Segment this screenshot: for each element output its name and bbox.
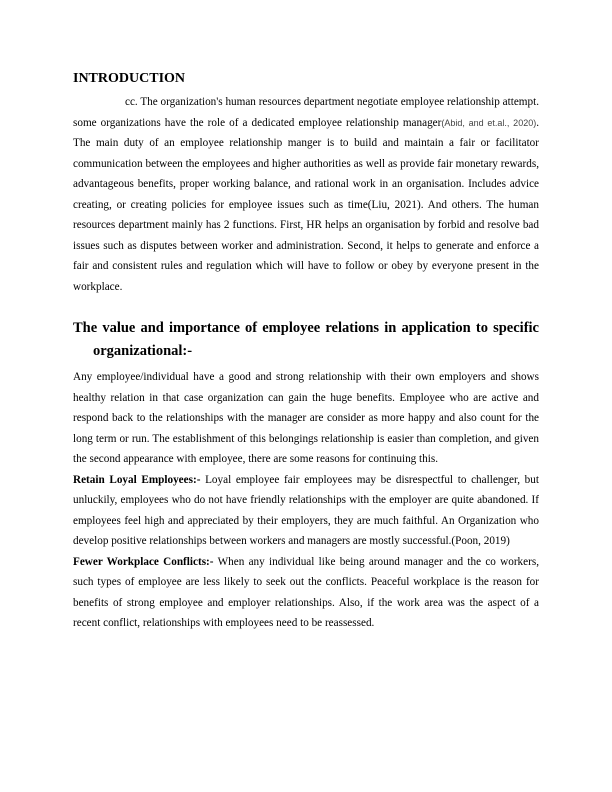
retain-loyal-text: Loyal employee fair employees may be disrespectful to challenger, but unluckily, employees who do not have friendly relationships with the employer are quite abandoned. If employees feel high and appreciated by their employers, they are much faithful. An Organization who develop positive relationships between workers and managers are mostly successful.(Poon, 2019) — [73, 473, 539, 547]
citation-abid: (Abid, and et.al., 2020) — [441, 117, 537, 128]
fewer-conflicts-text: When any individual like being around manager and the co workers, such types of employee are less likely to seek out the conflicts. Peaceful workplace is the reason for benefits of strong employee and employer relationships. Also, if the work area was the aspect of a recent conflict, relationships with employees need to be reassessed. — [73, 555, 539, 629]
introduction-text-part1: cc. The organization's human resources department negotiate employee relationship attempt. some organizations have the role of a dedicated employee relationship manager — [73, 96, 539, 129]
retain-loyal-paragraph — [73, 470, 539, 552]
retain-loyal-label: Retain Loyal Employees:- — [73, 473, 201, 486]
value-heading-line1: The value and importance of employee relations in application to specific — [73, 320, 539, 336]
fewer-conflicts-label: Fewer Workplace Conflicts:- — [73, 555, 214, 568]
introduction-heading: INTRODUCTION — [73, 71, 186, 86]
introduction-paragraph — [73, 92, 539, 297]
page-content — [73, 70, 539, 634]
introduction-text-part2: . The main duty of an employee relationship manger is to build and maintain a fair or facilitator communication between the employees and higher authorities as well as provide fair monetary rewards, advantageous benefits, proper working balance, and rational work in an organisation. Includes advice creating, or creating policies for employee issues such as time(Liu, 2021). And others. The human resources department mainly has 2 functions. First, HR helps an organisation by forbid and resolve bad issues such as disputes between worker and administration. Second, it helps to generate and enforce a fair and consistent rules and regulation which will have to follow or obey by everyone present in the workplace. — [73, 116, 540, 293]
value-heading-line2: organizational:- — [93, 343, 193, 359]
section-spacer — [73, 297, 539, 317]
value-paragraph: Any employee/individual have a good and strong relationship with their own employers and shows healthy relation in that case organization can gain the huge benefits. Employee who are active and respond back to the relationships with the manager are consider as more happy and also count for the long term or run. The establishment of this belongings relationship is easier than completion, and given the second appearance with employee, there are some reasons for continuing this. — [73, 371, 539, 465]
value-importance-heading — [73, 317, 539, 363]
fewer-conflicts-paragraph — [73, 552, 539, 634]
